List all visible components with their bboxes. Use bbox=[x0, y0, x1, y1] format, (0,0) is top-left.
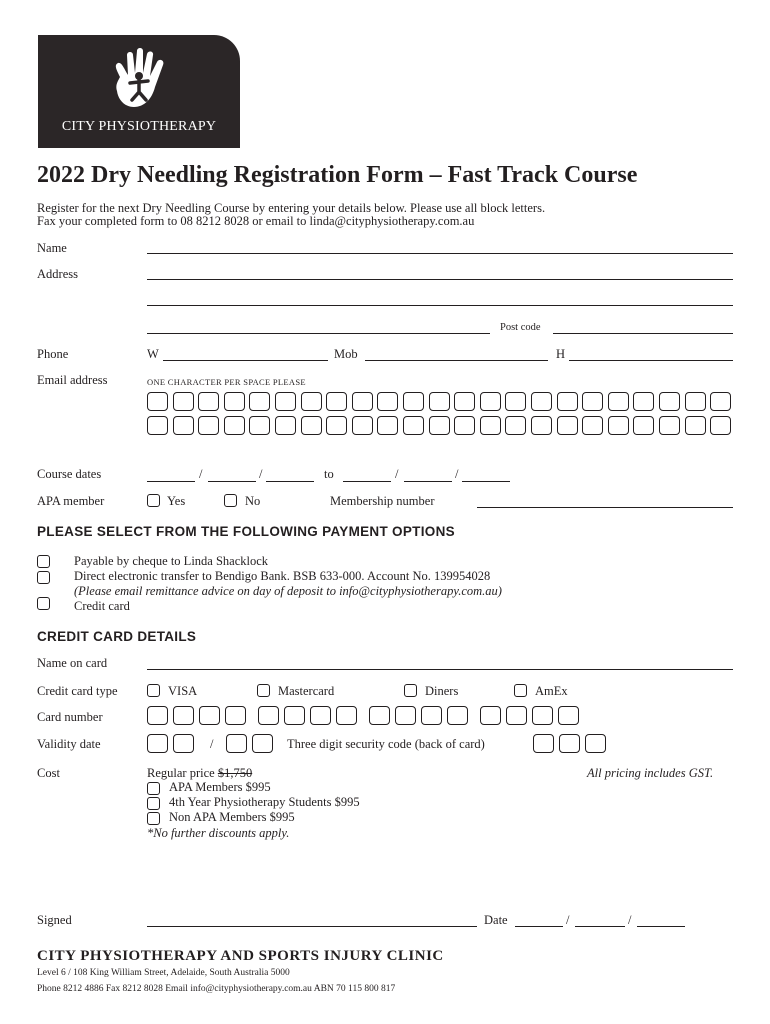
sign-year-line[interactable] bbox=[637, 926, 685, 927]
regular-price-prefix: Regular price bbox=[147, 766, 215, 780]
post-code-label: Post code bbox=[500, 322, 541, 333]
membership-number-input-line[interactable] bbox=[477, 507, 733, 508]
card-number-box[interactable] bbox=[395, 706, 416, 725]
sign-day-line[interactable] bbox=[515, 926, 563, 927]
date-separator: / bbox=[455, 467, 459, 481]
apa-yes-label: Yes bbox=[167, 494, 186, 508]
phone-h-label: H bbox=[556, 347, 566, 361]
card-number-box[interactable] bbox=[199, 706, 220, 725]
validity-month-box[interactable] bbox=[147, 734, 168, 753]
email-hint: ONE CHARACTER PER SPACE PLEASE bbox=[147, 377, 306, 387]
apa-yes-checkbox[interactable] bbox=[147, 494, 160, 507]
start-month-line[interactable] bbox=[208, 481, 256, 482]
card-number-boxes[interactable] bbox=[147, 706, 587, 727]
email-character-box[interactable] bbox=[480, 392, 501, 411]
cost-non-apa-checkbox[interactable] bbox=[147, 812, 160, 825]
apa-no-checkbox[interactable] bbox=[224, 494, 237, 507]
sign-month-line[interactable] bbox=[575, 926, 625, 927]
email-character-box[interactable] bbox=[352, 416, 373, 435]
validity-year-box[interactable] bbox=[252, 734, 273, 753]
payment-cheque-checkbox[interactable] bbox=[37, 555, 50, 568]
footer-contact: Phone 8212 4886 Fax 8212 8028 Email info@cityphysiotherapy.com.au ABN 70 115 800 817 bbox=[37, 984, 396, 994]
to-label: to bbox=[324, 467, 334, 481]
email-character-box[interactable] bbox=[429, 392, 450, 411]
payment-transfer-checkbox[interactable] bbox=[37, 571, 50, 584]
email-character-grid[interactable] bbox=[147, 392, 737, 438]
cost-option-student: 4th Year Physiotherapy Students $995 bbox=[169, 795, 360, 809]
gst-note: All pricing includes GST. bbox=[587, 766, 714, 780]
name-label: Name bbox=[37, 241, 67, 255]
validity-date-label: Validity date bbox=[37, 737, 101, 751]
validity-separator: / bbox=[210, 737, 214, 751]
hand-with-figure-icon bbox=[106, 47, 172, 111]
card-number-box[interactable] bbox=[369, 706, 390, 725]
validity-year-box[interactable] bbox=[226, 734, 247, 753]
cost-label: Cost bbox=[37, 766, 60, 780]
apa-member-label: APA member bbox=[37, 494, 105, 508]
email-character-box[interactable] bbox=[249, 416, 270, 435]
email-character-box[interactable] bbox=[480, 416, 501, 435]
card-type-mastercard-label: Mastercard bbox=[278, 684, 335, 698]
payment-option-credit-card: Credit card bbox=[74, 599, 130, 613]
card-number-label: Card number bbox=[37, 710, 103, 724]
security-code-label: Three digit security code (back of card) bbox=[287, 737, 485, 751]
email-character-box[interactable] bbox=[198, 416, 219, 435]
email-character-box[interactable] bbox=[173, 416, 194, 435]
payment-credit-card-checkbox[interactable] bbox=[37, 597, 50, 610]
email-character-box[interactable] bbox=[582, 392, 603, 411]
footer-address: Level 6 / 108 King William Street, Adelaide, South Australia 5000 bbox=[37, 968, 290, 978]
email-character-box[interactable] bbox=[147, 416, 168, 435]
name-on-card-label: Name on card bbox=[37, 656, 108, 670]
course-dates-label: Course dates bbox=[37, 467, 102, 481]
email-character-box[interactable] bbox=[147, 392, 168, 411]
signed-label: Signed bbox=[37, 913, 72, 927]
intro-line-2: Fax your completed form to 08 8212 8028 or email to linda@cityphysiotherapy.com.au bbox=[37, 214, 475, 228]
card-number-box[interactable] bbox=[506, 706, 527, 725]
logo-text: CITY PHYSIOTHERAPY bbox=[61, 119, 217, 134]
email-character-box[interactable] bbox=[659, 416, 680, 435]
cost-option-non-apa: Non APA Members $995 bbox=[169, 810, 295, 824]
phone-mob-label: Mob bbox=[334, 347, 358, 361]
card-number-box[interactable] bbox=[225, 706, 246, 725]
footer-clinic-name: CITY PHYSIOTHERAPY AND SPORTS INJURY CLINIC bbox=[37, 948, 444, 964]
email-character-box[interactable] bbox=[224, 392, 245, 411]
email-character-box[interactable] bbox=[557, 416, 578, 435]
phone-label: Phone bbox=[37, 347, 69, 361]
email-character-box[interactable] bbox=[582, 416, 603, 435]
phone-w-label: W bbox=[147, 347, 159, 361]
email-character-box[interactable] bbox=[403, 416, 424, 435]
sign-date-label: Date bbox=[484, 913, 508, 927]
email-character-box[interactable] bbox=[659, 392, 680, 411]
email-character-box[interactable] bbox=[685, 416, 706, 435]
card-type-mastercard-checkbox[interactable] bbox=[257, 684, 270, 697]
email-character-box[interactable] bbox=[429, 416, 450, 435]
address-line-3[interactable] bbox=[147, 333, 490, 334]
card-number-box[interactable] bbox=[447, 706, 468, 725]
card-number-box[interactable] bbox=[173, 706, 194, 725]
email-character-box[interactable] bbox=[275, 392, 296, 411]
card-number-box[interactable] bbox=[421, 706, 442, 725]
email-character-box[interactable] bbox=[377, 392, 398, 411]
card-number-box[interactable] bbox=[558, 706, 579, 725]
email-character-box[interactable] bbox=[505, 392, 526, 411]
card-type-diners-checkbox[interactable] bbox=[404, 684, 417, 697]
email-character-box[interactable] bbox=[301, 416, 322, 435]
end-day-line[interactable] bbox=[343, 481, 391, 482]
start-year-line[interactable] bbox=[266, 481, 314, 482]
email-label: Email address bbox=[37, 373, 108, 387]
email-character-box[interactable] bbox=[352, 392, 373, 411]
card-number-box[interactable] bbox=[310, 706, 331, 725]
email-character-box[interactable] bbox=[454, 392, 475, 411]
email-character-box[interactable] bbox=[633, 392, 654, 411]
email-character-box[interactable] bbox=[326, 392, 347, 411]
payment-option-cheque: Payable by cheque to Linda Shacklock bbox=[74, 554, 269, 568]
address-label: Address bbox=[37, 267, 78, 281]
email-character-box[interactable] bbox=[403, 392, 424, 411]
sign-date-separator: / bbox=[628, 913, 632, 927]
end-month-line[interactable] bbox=[404, 481, 452, 482]
email-character-box[interactable] bbox=[454, 416, 475, 435]
card-type-diners-label: Diners bbox=[425, 684, 459, 698]
page-title: 2022 Dry Needling Registration Form – Fast Track Course bbox=[37, 162, 638, 188]
email-character-box[interactable] bbox=[710, 392, 731, 411]
validity-month-box[interactable] bbox=[173, 734, 194, 753]
regular-price-value: $1,750 bbox=[217, 766, 253, 780]
phone-h-input-line[interactable] bbox=[569, 360, 733, 361]
phone-w-input-line[interactable] bbox=[163, 360, 328, 361]
email-character-box[interactable] bbox=[224, 416, 245, 435]
sign-date-separator: / bbox=[566, 913, 570, 927]
email-character-box[interactable] bbox=[633, 416, 654, 435]
card-number-box[interactable] bbox=[258, 706, 279, 725]
email-character-box[interactable] bbox=[301, 392, 322, 411]
email-character-box[interactable] bbox=[557, 392, 578, 411]
signature-line[interactable] bbox=[147, 926, 477, 927]
post-code-input-line[interactable] bbox=[553, 333, 733, 334]
card-type-visa-label: VISA bbox=[168, 684, 198, 698]
security-code-box[interactable] bbox=[559, 734, 580, 753]
intro-line-1: Register for the next Dry Needling Course by entering your details below. Please use all block letters. bbox=[37, 201, 546, 215]
email-character-box[interactable] bbox=[685, 392, 706, 411]
payment-remittance-note: (Please email remittance advice on day of deposit to info@cityphysiotherapy.com.au) bbox=[74, 584, 502, 598]
email-character-box[interactable] bbox=[326, 416, 347, 435]
card-type-amex-checkbox[interactable] bbox=[514, 684, 527, 697]
cost-student-checkbox[interactable] bbox=[147, 797, 160, 810]
email-character-box[interactable] bbox=[275, 416, 296, 435]
security-code-box[interactable] bbox=[533, 734, 554, 753]
regular-price bbox=[147, 766, 252, 781]
email-character-box[interactable] bbox=[608, 392, 629, 411]
name-on-card-input-line[interactable] bbox=[147, 669, 733, 670]
address-line-2[interactable] bbox=[147, 305, 733, 306]
email-character-box[interactable] bbox=[531, 416, 552, 435]
phone-mob-input-line[interactable] bbox=[365, 360, 548, 361]
date-separator: / bbox=[199, 467, 203, 481]
credit-card-heading: CREDIT CARD DETAILS bbox=[37, 629, 197, 644]
email-character-box[interactable] bbox=[249, 392, 270, 411]
date-separator: / bbox=[259, 467, 263, 481]
start-day-line[interactable] bbox=[147, 481, 195, 482]
payment-option-transfer: Direct electronic transfer to Bendigo Bank. BSB 633-000. Account No. 139954028 bbox=[74, 569, 491, 583]
email-character-box[interactable] bbox=[198, 392, 219, 411]
card-type-amex-label: AmEx bbox=[535, 684, 568, 698]
card-number-box[interactable] bbox=[147, 706, 168, 725]
membership-number-label: Membership number bbox=[330, 494, 435, 508]
card-number-box[interactable] bbox=[284, 706, 305, 725]
card-type-visa-checkbox[interactable] bbox=[147, 684, 160, 697]
clinic-logo bbox=[38, 35, 240, 148]
card-type-label: Credit card type bbox=[37, 684, 118, 698]
email-character-box[interactable] bbox=[505, 416, 526, 435]
security-code-box[interactable] bbox=[585, 734, 606, 753]
email-character-box[interactable] bbox=[608, 416, 629, 435]
card-number-box[interactable] bbox=[532, 706, 553, 725]
discount-note: *No further discounts apply. bbox=[147, 826, 290, 840]
name-input-line[interactable] bbox=[147, 253, 733, 254]
email-character-box[interactable] bbox=[377, 416, 398, 435]
cost-apa-checkbox[interactable] bbox=[147, 782, 160, 795]
email-character-box[interactable] bbox=[531, 392, 552, 411]
end-year-line[interactable] bbox=[462, 481, 510, 482]
cost-option-apa: APA Members $995 bbox=[169, 780, 271, 794]
card-number-box[interactable] bbox=[480, 706, 501, 725]
email-character-box[interactable] bbox=[710, 416, 731, 435]
card-number-box[interactable] bbox=[336, 706, 357, 725]
date-separator: / bbox=[395, 467, 399, 481]
address-line-1[interactable] bbox=[147, 279, 733, 280]
apa-no-label: No bbox=[245, 494, 261, 508]
payment-heading: PLEASE SELECT FROM THE FOLLOWING PAYMENT OPTIONS bbox=[37, 524, 455, 539]
email-character-box[interactable] bbox=[173, 392, 194, 411]
